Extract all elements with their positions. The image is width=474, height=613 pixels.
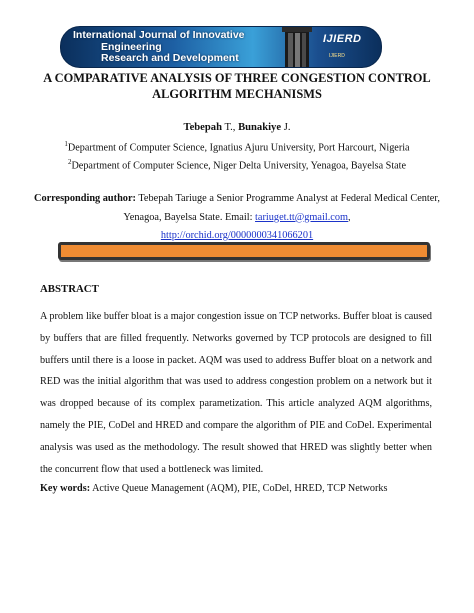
author1-initial: T., [221, 122, 239, 133]
orcid-link[interactable]: http://orchid.org/0000000341066201 [160, 230, 314, 241]
journal-name-line2: Engineering [101, 40, 162, 53]
paper-title-line2: ALGORITHM MECHANISMS [152, 87, 322, 101]
affiliation-2-text: Department of Computer Science, Niger Delta University, Yenagoa, Bayelsa State [71, 160, 407, 172]
paper-title-line1: A COMPARATIVE ANALYSIS OF THREE CONGESTION CONTROL [43, 71, 431, 85]
journal-logo: IJIERD [323, 33, 362, 45]
affiliation-1-text: Department of Computer Science, Ignatius Ajuru University, Port Harcourt, Nigeria [67, 142, 410, 154]
journal-logo-sub: IJIERD [329, 53, 345, 59]
paper-title [40, 70, 434, 102]
author1-name: Tebepah [183, 122, 222, 133]
abstract-body: A problem like buffer bloat is a major congestion issue on TCP networks. Buffer bloat is caused by buffers that are filled frequently. Networks governed by TCP protocols are designed to fill buffers until there is a loose in packet. AQM was used to address Buffer bloat on a network and RED was the initial algorithm that was used to address congestion problem on a network but it was dropped because of its complex parametization. This article analyzed AQM algorithms, namely the PIE, CoDel and HRED and compare the algorithm of PIE and CoDel. Experimental analysis was used as the methodology. The result showed that HRED was slightly better when the concurrent flow that used a bottleneck was limited. [40, 311, 432, 475]
keywords-text: Active Queue Management (AQM), PIE, CoDel, HRED, TCP Networks [90, 483, 388, 494]
affiliation-2 [20, 158, 454, 171]
affiliation-1 [20, 140, 454, 153]
journal-name-line1: International Journal of Innovative [73, 29, 245, 41]
corresponding-author [30, 190, 444, 246]
pillar-icon [279, 26, 315, 68]
affiliation-1-number: 1 [64, 140, 68, 148]
abstract-heading: ABSTRACT [40, 283, 99, 295]
keywords [40, 483, 440, 494]
author2-initial: J. [281, 122, 291, 133]
author2-name: Bunakiye [238, 122, 282, 133]
email-link[interactable]: tariuget.tt@gmail.com [255, 211, 349, 223]
journal-name-line3: Research and Development [101, 52, 239, 64]
corresponding-label: Corresponding author: [34, 193, 136, 204]
corresponding-text: Tebepah Tariuge a Senior Programme Analyst at Federal Medical Center, Yenagoa, Bayelsa State. Email: [123, 193, 440, 223]
journal-name [73, 30, 263, 65]
section-divider [58, 242, 430, 260]
author-list [40, 122, 434, 133]
affiliation-2-number: 2 [67, 158, 72, 166]
keywords-label: Key words: [40, 483, 91, 494]
corresponding-separator: , [348, 211, 351, 223]
journal-banner [60, 26, 382, 68]
